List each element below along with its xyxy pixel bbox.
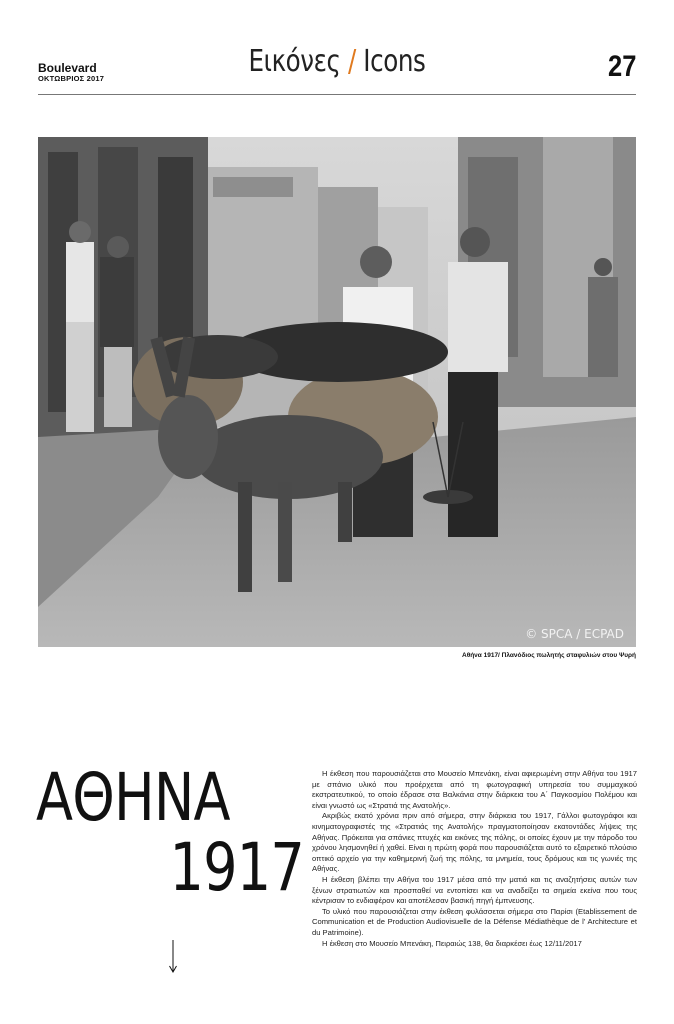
article-body: [312, 769, 637, 949]
issue-date: ΟΚΤΩΒΡΙΟΣ 2017: [38, 74, 105, 83]
section-title-separator: /: [347, 44, 356, 79]
section-title: [61, 44, 614, 79]
paragraph: Η έκθεση βλέπει την Αθήνα του 1917 μέσα από την ματιά και τις αναζητήσεις αυτών των ξένων στρατιωτών και προσπαθεί να εντοπίσει και να αναδείξει τα σημεία εκείνα που τους κέντρισαν το ενδιαφέρον και αποτέλεσαν βασική πηγή έμπνευσης.: [312, 874, 637, 906]
header-divider: [38, 94, 636, 95]
magazine-name: Boulevard: [38, 61, 97, 75]
paragraph: Η έκθεση στο Μουσείο Μπενάκη, Πειραιώς 138, θα διαρκέσει έως 12/11/2017: [322, 938, 582, 948]
headline-line-2: 1917: [169, 829, 304, 906]
headline-line-1: ΑΘΗΝΑ: [36, 759, 230, 836]
paragraph: Η έκθεση που παρουσιάζεται στο Μουσείο Μπενάκη, είναι αφιερωμένη στην Αθήνα του 1917 με σπάνιο υλικό που προέρχεται από τη φωτογραφική υπηρεσία του συμμαχικού εκστρατευτικού, το οποίο έδρασε στα Βαλκάνια στην διάρκεια του Α΄ Παγκοσμίου Πολέμου και είναι γνωστό ως «Στρατιά της Ανατολής».: [312, 769, 637, 810]
street-photo-illustration: [38, 137, 636, 647]
paragraph: Το υλικό που παρουσιάζεται στην έκθεση φυλάσσεται σήμερα στο Παρίσι (Etablissement de Communication et de Production Audiovisuelle de la Défense Médiathèque de l’ Architecture et du Patrimoine).: [312, 906, 637, 937]
article-headline: [36, 759, 304, 906]
paragraph: Ακριβώς εκατό χρόνια πριν από σήμερα, στην διάρκεια του 1917, Γάλλοι φωτογράφοι και κινηματογραφιστές της «Στρατιάς της Ανατολής» πραγματοποίησαν εκατοντάδες λήψεις της Αθήνας. Πρόκειται για σπάνιες πτυχές και εικόνες της πόλης, οι οποίες έχουν με την πάροδο του χρόνου λησμονηθεί ή χαθεί. Είναι η πρώτη φορά που παρουσιάζεται αυτό το εξαιρετικό πλούσιο οπτικό αρχείο για την καθημερινή ζωή της πόλης, τα μνημεία, τους δρόμους και τις γωνιές της Αθήνας.: [312, 811, 637, 874]
arrow-down-icon: [168, 940, 178, 974]
photo-credit: © SPCA / ECPAD: [525, 627, 624, 641]
page-number: 27: [607, 50, 636, 83]
section-title-greek: Εικόνες: [248, 44, 341, 79]
section-title-english: Icons: [363, 44, 426, 79]
photo-caption: Αθήνα 1917/ Πλανόδιος πωλητής σταφυλιών στου Ψυρή: [462, 652, 636, 659]
street-photo: [38, 137, 636, 647]
